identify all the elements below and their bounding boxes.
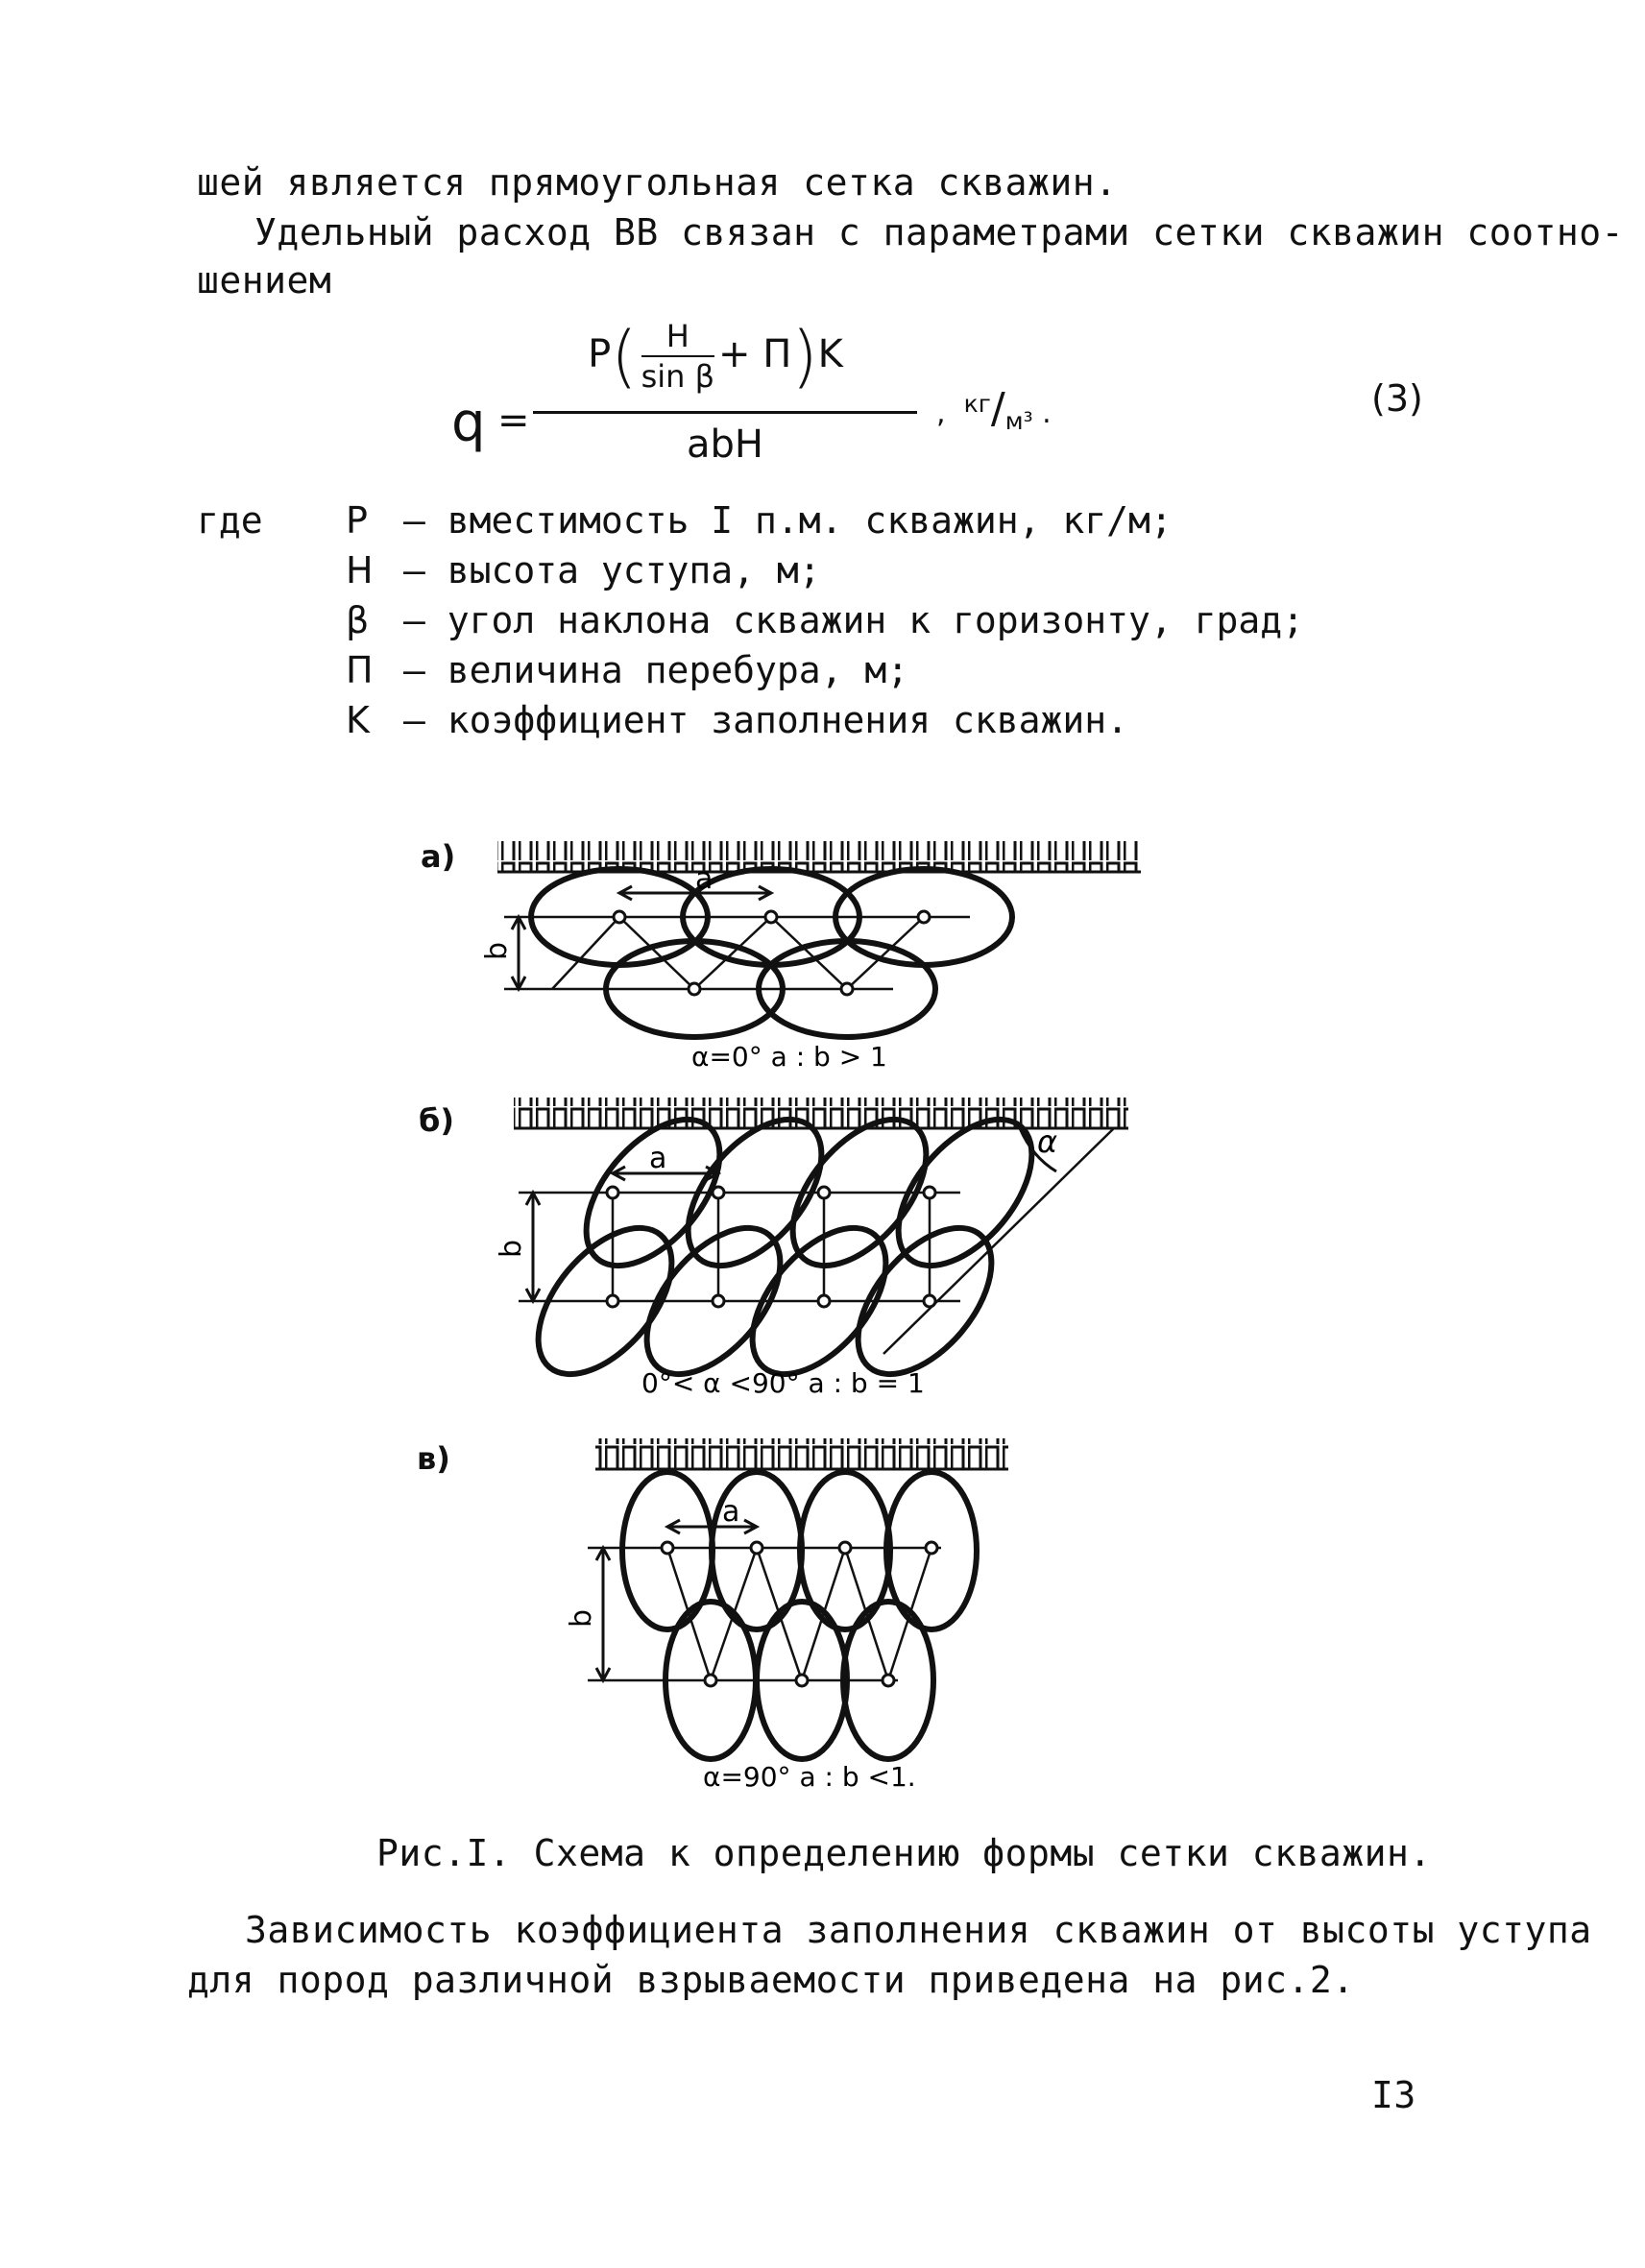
panel-b-b-label: b [495,1239,528,1258]
panel-b-diagram [513,1096,1128,1398]
panel-a-label: а) [421,838,456,875]
panel-a-hole [841,983,853,995]
panel-c-hole [883,1675,894,1686]
legend-text: – величина перебура, м; [403,649,909,691]
text-line-1: шей является прямоугольная сетка скважин. [197,161,1118,204]
panel-b-hole [818,1187,830,1198]
formula-unit-bottom: м³ [1004,407,1033,435]
formula-period: . [1042,397,1052,430]
page-number: I3 [1371,2074,1416,2116]
legend-symbol: β [346,599,370,641]
closing-line-1: Зависимость коэффициента заполнения скважин от высоты уступа [245,1909,1592,1951]
panel-a-hole [689,983,700,995]
panel-b-caption: 0°< α <90° a : b = 1 [641,1367,925,1399]
formula-unit: , $^{кг}/_{м^3}$ . [936,384,1052,435]
formula-num-plus: + П [718,332,792,376]
panel-c-diagram [588,1438,1008,1759]
formula-denominator: abH [687,422,763,467]
panel-c-hole [662,1542,673,1554]
panel-b-bench-hatch [514,1098,1128,1128]
closing-line-2: для пород различной взрываемости приведена на рис.2. [187,1959,1355,2001]
legend-text: – коэффициент заполнения скважин. [403,699,1128,741]
panel-a-hole [614,911,625,923]
legend-symbol: H [346,549,374,591]
panel-c-hole [926,1542,937,1554]
panel-c-caption: α=90° a : b <1. [703,1761,916,1793]
panel-a-triangulation [619,917,924,989]
panel-a-a-label: a [695,862,714,896]
panel-b-hole [607,1187,618,1198]
panel-c-label: в) [417,1440,450,1477]
text-line-3: шением [197,259,332,302]
formula-lhs: q [451,392,486,454]
formula-num-p: P [588,332,612,376]
panel-b-hole [713,1295,724,1307]
panel-a-hole [765,911,777,923]
formula-equals: = [497,398,530,443]
legend-text: – вместимость I п.м. скважин, кг/м; [403,499,1173,542]
panel-a-diagram [497,841,1141,1037]
formula-numerator: P( $\frac{H}{\text{sin β}}$ + П)K [588,317,843,396]
equation-number: (3) [1371,377,1423,420]
text-line-2: Удельный расход ВВ связан с параметрами сетки скважин соотно- [254,211,1625,253]
panel-b-hole [607,1295,618,1307]
panel-b-alpha-label: α [1037,1123,1058,1160]
panel-c-hole [705,1675,716,1686]
panel-b-hole [818,1295,830,1307]
panel-b-label: б) [419,1102,454,1139]
panel-b-hole [713,1187,724,1198]
panel-c-hole [751,1542,762,1554]
formula-num-sin: sin β [641,358,714,395]
legend-symbol: П [346,649,374,691]
panel-a-caption: α=0° a : b > 1 [691,1041,887,1073]
formula-num-h: H [641,317,714,357]
legend-text: – высота уступа, м; [403,549,821,591]
panel-c-b-label: b [565,1608,598,1628]
panel-c-bench-hatch [595,1438,1008,1469]
panel-c-hole [796,1675,808,1686]
panel-a-hole [918,911,930,923]
panel-b-a-label: a [649,1142,667,1175]
formula-unit-top: кг [963,390,991,418]
legend-symbol: K [346,699,370,741]
figure-caption: Рис.I. Схема к определению формы сетки скважин. [376,1832,1432,1874]
panel-b-hole [924,1187,935,1198]
panel-c-hole [839,1542,851,1554]
legend-text: – угол наклона скважин к горизонту, град; [403,599,1304,641]
legend-where: где [197,499,263,542]
panel-c-a-label: a [722,1495,740,1529]
panel-a-b-label: b [480,941,514,960]
panel-a-bench-hatch [497,841,1141,872]
formula-num-k: K [817,332,843,376]
formula-comma: , [936,397,946,430]
panel-b-hole [924,1295,935,1307]
legend-symbol: P [346,499,368,542]
